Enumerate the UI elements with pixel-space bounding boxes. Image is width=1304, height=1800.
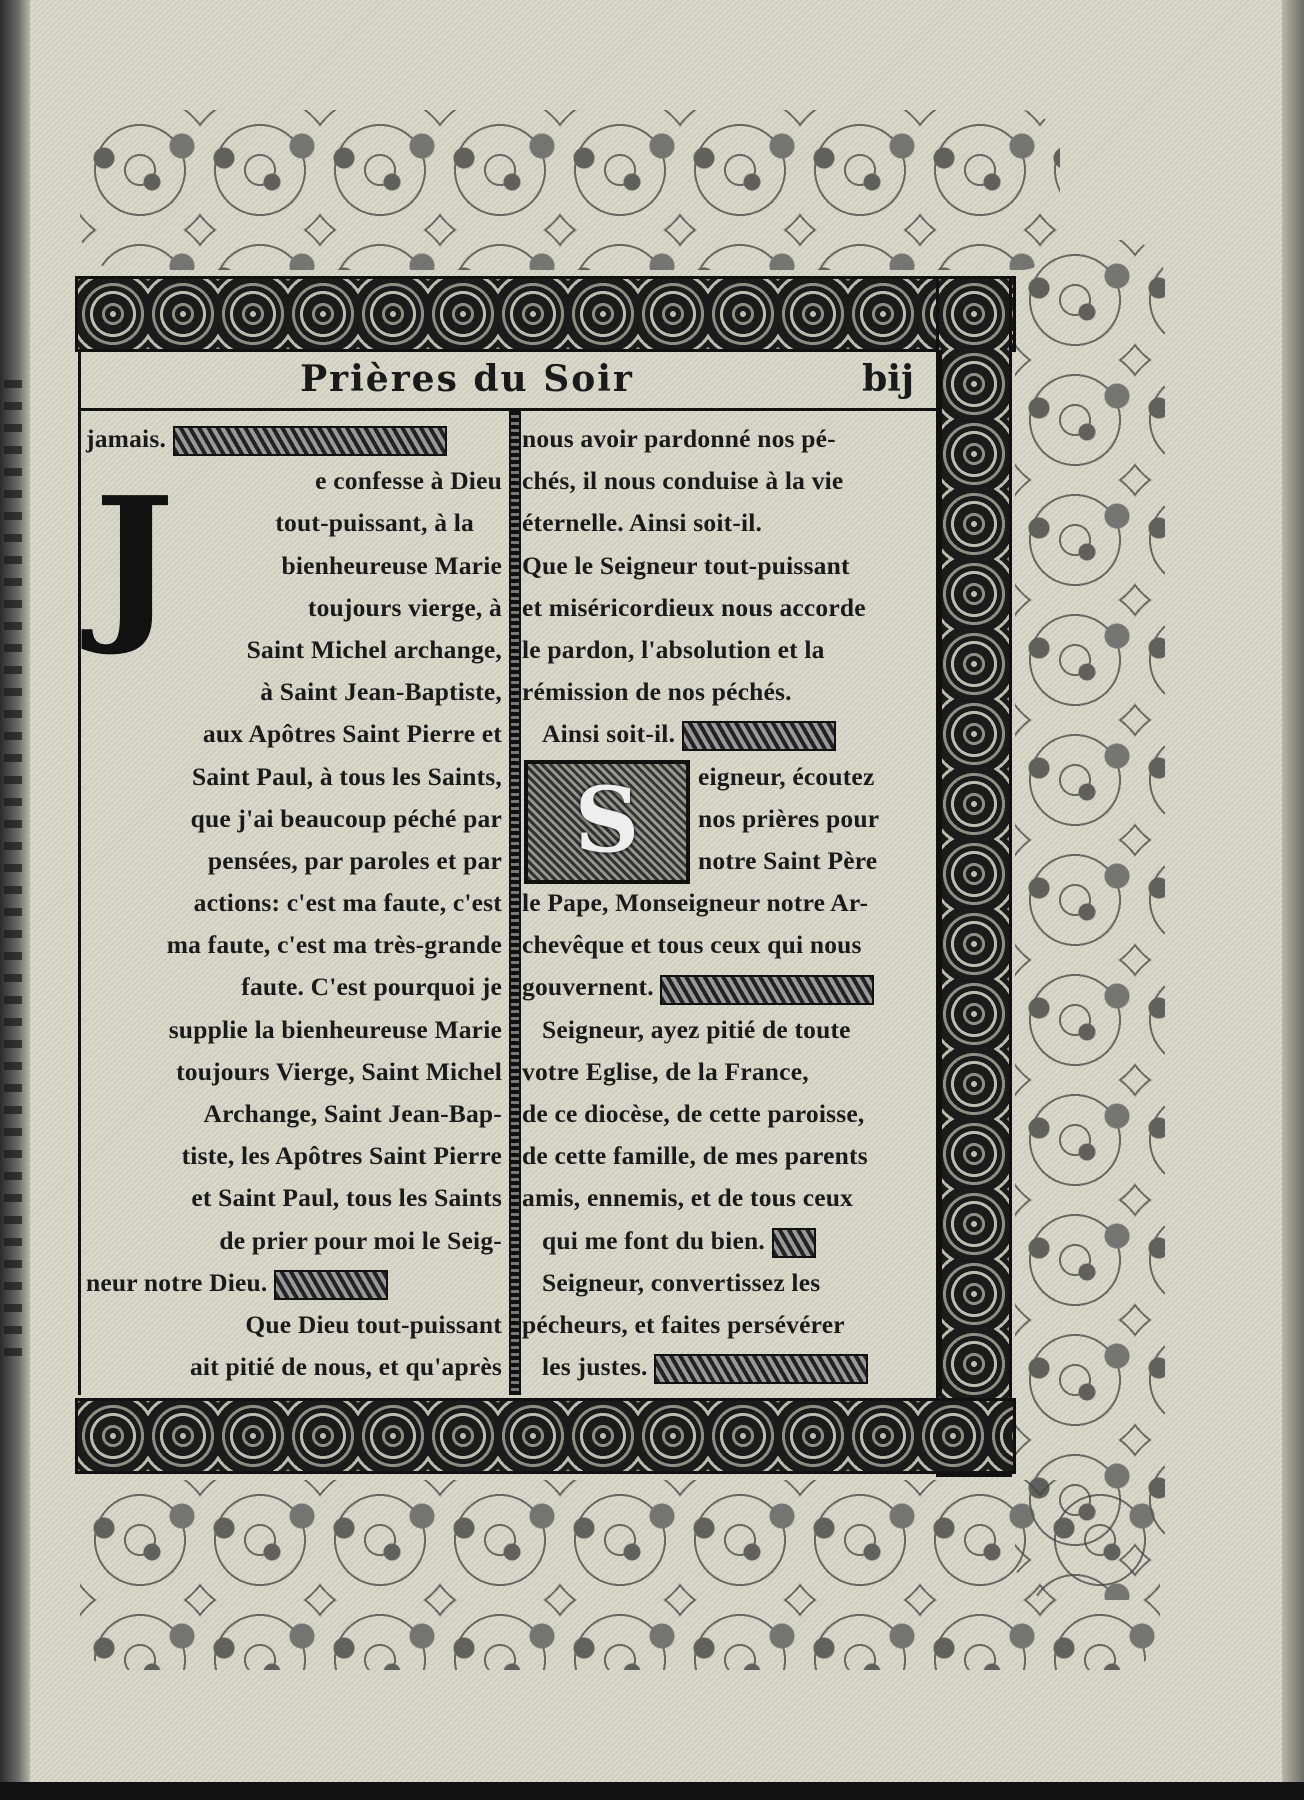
running-header <box>78 350 936 411</box>
text-line: nous avoir pardonné nos pé- <box>522 424 836 453</box>
text-line: Seigneur, convertissez les <box>542 1267 821 1297</box>
text-line: et miséricordieux nous accorde <box>522 592 866 622</box>
text-line: Ainsi soit-il. <box>522 713 924 755</box>
illuminated-initial-j: J <box>94 460 175 660</box>
ornament-band <box>682 721 836 751</box>
text-line: ait pitié de nous, et qu'après <box>189 1352 502 1382</box>
text-line: que j'ai beaucoup péché par <box>190 803 502 833</box>
text-line: Que le Seigneur tout-puissant <box>522 550 850 580</box>
text-line: le Pape, Monseigneur notre Ar- <box>522 888 869 918</box>
ornament-zigzag <box>173 426 447 456</box>
text-line: votre Eglise, de la France, <box>522 1056 809 1086</box>
text-line: pensées, par paroles et par <box>207 845 502 875</box>
interlace-band-bottom <box>75 1398 1016 1474</box>
illuminated-initial-s: S <box>524 760 690 884</box>
text-line: ma faute, c'est ma très-grande <box>166 930 502 960</box>
text-line: toujours Vierge, Saint Michel <box>176 1056 502 1086</box>
column-divider <box>509 411 521 1395</box>
text-line: le pardon, l'absolution et la <box>522 634 825 664</box>
text-line: Saint Michel archange, <box>246 634 502 664</box>
page-title: Prières du Soir <box>300 358 634 400</box>
text-line: qui me font du bien. <box>522 1220 924 1262</box>
text-line: de cette famille, de mes parents <box>522 1141 868 1171</box>
text-line: pécheurs, et faites persévérer <box>522 1309 845 1339</box>
facing-page-text <box>4 380 22 1360</box>
text-line: Seigneur, ayez pitié de toute <box>542 1014 851 1044</box>
ornament-leaf <box>772 1228 816 1258</box>
book-spine <box>0 0 30 1800</box>
left-column <box>86 418 502 1388</box>
text-line: éternelle. Ainsi soit-il. <box>522 508 763 538</box>
text-line: de prier pour moi le Seig- <box>219 1225 502 1255</box>
text-line: bienheureuse Marie <box>281 550 502 580</box>
text-line: chevêque et tous ceux qui nous <box>522 930 862 960</box>
right-column <box>522 418 924 1388</box>
interlace-band-top <box>75 276 1016 352</box>
page-edge <box>1282 0 1304 1800</box>
text-line: et Saint Paul, tous les Saints <box>191 1183 502 1213</box>
text-line: e confesse à Dieu <box>315 466 502 496</box>
text-line: toujours vierge, à <box>307 592 502 622</box>
text-line: aux Apôtres Saint Pierre et <box>202 719 502 749</box>
text-line: Archange, Saint Jean-Bap- <box>203 1099 502 1128</box>
floral-border-bottom <box>80 1480 1160 1670</box>
text-line: à Saint Jean-Baptiste, <box>260 677 502 707</box>
text-line: chés, il nous conduise à la vie <box>522 466 844 496</box>
text-line: Que Dieu tout-puissant <box>245 1309 502 1339</box>
text-line: faute. C'est pourquoi je <box>241 972 502 1002</box>
text-line: rémission de nos péchés. <box>522 677 792 707</box>
text-line: de ce diocèse, de cette paroisse, <box>522 1099 865 1128</box>
text-line: supplie la bienheureuse Marie <box>168 1014 502 1044</box>
text-line: Saint Paul, à tous les Saints, <box>192 761 502 791</box>
text-line: neur notre Dieu. <box>86 1262 502 1304</box>
floral-border-top <box>80 110 1060 270</box>
text-line: eigneur, écoutez <box>698 761 875 791</box>
text-line: notre Saint Père <box>698 845 878 875</box>
ornament-band <box>274 1270 388 1300</box>
floral-border-right <box>1015 240 1165 1600</box>
text-line: tiste, les Apôtres Saint Pierre <box>181 1141 502 1171</box>
text-line: nos prières pour <box>698 803 880 833</box>
ornament-floral-band <box>660 975 874 1005</box>
text-line: gouvernent. <box>522 966 924 1008</box>
text-line: les justes. <box>522 1346 924 1388</box>
ornament-floral-band <box>654 1354 868 1384</box>
text-line: jamais. <box>86 418 502 460</box>
text-line: actions: c'est ma faute, c'est <box>193 888 502 918</box>
interlace-band-right <box>936 276 1012 1477</box>
scan-edge <box>0 1782 1304 1800</box>
text-line: amis, ennemis, et de tous ceux <box>522 1183 854 1213</box>
page-number: bij <box>862 358 914 400</box>
text-line: tout-puissant, à la <box>275 508 474 538</box>
